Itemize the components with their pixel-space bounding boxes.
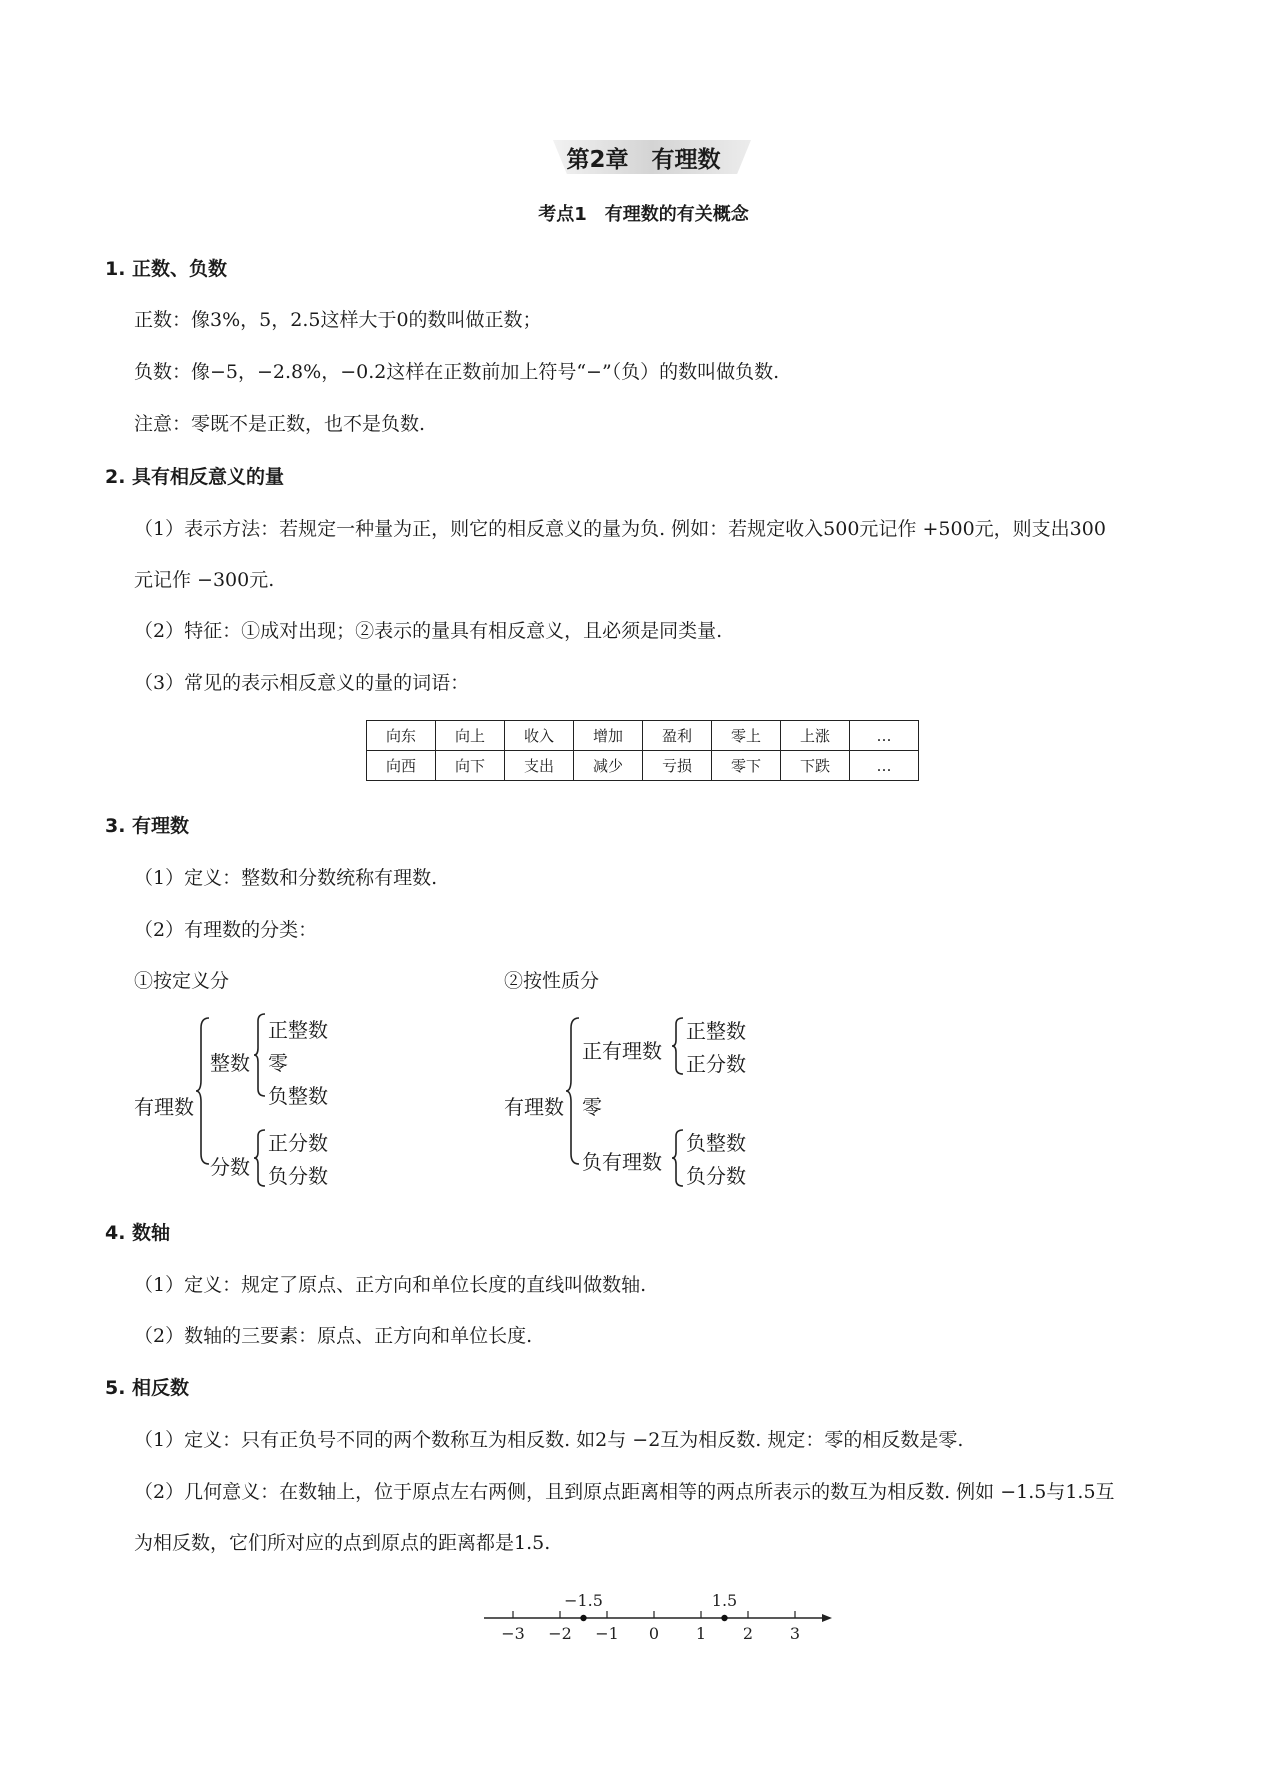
positive-definition: 正数：像3%，5，2.5这样大于0的数叫做正数； bbox=[134, 309, 542, 331]
table-row bbox=[367, 751, 919, 781]
table-cell: 向西 bbox=[367, 751, 436, 781]
classification-intro: （2）有理数的分类： bbox=[134, 919, 318, 941]
table-cell: 上涨 bbox=[781, 721, 850, 751]
geometric-meaning-line1: （2）几何意义：在数轴上，位于原点左右两侧，且到原点距离相等的两点所表示的数互为相反数. 例如 −1.5与1.5互 bbox=[134, 1481, 1115, 1503]
number-line-definition: （1）定义：规定了原点、正方向和单位长度的直线叫做数轴. bbox=[134, 1274, 647, 1296]
tree-leaf-negative-integer: 负整数 bbox=[686, 1131, 746, 1155]
representation-method-line2: 元记作 −300元. bbox=[134, 569, 275, 591]
heading-opposite-numbers: 5. 相反数 bbox=[105, 1377, 190, 1399]
tree-node-integer: 整数 bbox=[210, 1051, 250, 1075]
table-cell: 亏损 bbox=[643, 751, 712, 781]
number-line-point bbox=[721, 1615, 727, 1621]
brace-icon bbox=[672, 1016, 684, 1076]
table-row bbox=[367, 721, 919, 751]
tree-leaf-zero: 零 bbox=[268, 1051, 288, 1075]
tree-root: 有理数 bbox=[134, 1095, 194, 1119]
number-line-point-label: −1.5 bbox=[564, 1591, 603, 1610]
representation-method-line1: （1）表示方法：若规定一种量为正，则它的相反意义的量为负. 例如：若规定收入500元记作 +500元，则支出300 bbox=[134, 518, 1106, 540]
characteristics: （2）特征：①成对出现；②表示的量具有相反意义，且必须是同类量. bbox=[134, 620, 723, 642]
number-line-elements: （2）数轴的三要素：原点、正方向和单位长度. bbox=[134, 1325, 533, 1347]
table-cell: 向东 bbox=[367, 721, 436, 751]
tree-node-fraction: 分数 bbox=[210, 1155, 250, 1179]
opposite-definition: （1）定义：只有正负号不同的两个数称互为相反数. 如2与 −2互为相反数. 规定：零的相反数是零. bbox=[134, 1429, 964, 1451]
brace-icon bbox=[196, 1016, 210, 1166]
heading-positive-negative: 1. 正数、负数 bbox=[105, 258, 228, 280]
number-line-point-label: 1.5 bbox=[711, 1591, 738, 1610]
tree-node-negative-rational: 负有理数 bbox=[582, 1150, 662, 1174]
section-title: 考点1 有理数的有关概念 bbox=[538, 204, 749, 225]
brace-icon bbox=[672, 1128, 684, 1188]
table-cell: 向上 bbox=[436, 721, 505, 751]
number-line-tick-label: −3 bbox=[501, 1624, 525, 1643]
number-line-tick-label: 3 bbox=[789, 1624, 801, 1643]
classification-by-property-label: ②按性质分 bbox=[504, 970, 600, 992]
table-cell: 零下 bbox=[712, 751, 781, 781]
tree-leaf-negative-fraction: 负分数 bbox=[268, 1164, 328, 1188]
number-line-tick-label: −2 bbox=[548, 1624, 572, 1643]
table-cell: 增加 bbox=[574, 721, 643, 751]
rational-definition: （1）定义：整数和分数统称有理数. bbox=[134, 867, 438, 889]
tree-root: 有理数 bbox=[504, 1095, 564, 1119]
table-cell: 零上 bbox=[712, 721, 781, 751]
number-line-tick-label: 0 bbox=[648, 1624, 660, 1643]
table-cell: … bbox=[850, 721, 919, 751]
table-cell: 向下 bbox=[436, 751, 505, 781]
brace-icon bbox=[254, 1012, 266, 1098]
tree-leaf-zero: 零 bbox=[582, 1095, 602, 1119]
opposite-words-table bbox=[366, 720, 919, 781]
table-cell: 盈利 bbox=[643, 721, 712, 751]
number-line-tick-label: −1 bbox=[595, 1624, 619, 1643]
table-cell: 下跌 bbox=[781, 751, 850, 781]
brace-icon bbox=[254, 1128, 266, 1188]
heading-rational-numbers: 3. 有理数 bbox=[105, 815, 190, 837]
negative-definition: 负数：像−5，−2.8%，−0.2这样在正数前加上符号“−”（负）的数叫做负数. bbox=[134, 361, 780, 383]
number-line-tick-label: 2 bbox=[742, 1624, 754, 1643]
brace-icon bbox=[566, 1016, 580, 1166]
geometric-meaning-line2: 为相反数，它们所对应的点到原点的距离都是1.5. bbox=[134, 1532, 551, 1554]
number-line-point bbox=[580, 1615, 586, 1621]
tree-leaf-positive-fraction: 正分数 bbox=[268, 1131, 328, 1155]
tree-leaf-positive-fraction: 正分数 bbox=[686, 1052, 746, 1076]
table-cell: 支出 bbox=[505, 751, 574, 781]
tree-leaf-positive-integer: 正整数 bbox=[686, 1019, 746, 1043]
chapter-title: 第2章 有理数 bbox=[566, 147, 721, 173]
arrow-right-icon bbox=[822, 1614, 832, 1622]
heading-number-line: 4. 数轴 bbox=[105, 1222, 171, 1244]
number-line-figure bbox=[480, 1585, 840, 1665]
number-line-tick-label: 1 bbox=[695, 1624, 707, 1643]
heading-opposite-quantities: 2. 具有相反意义的量 bbox=[105, 466, 285, 488]
table-cell: 收入 bbox=[505, 721, 574, 751]
table-cell: … bbox=[850, 751, 919, 781]
table-cell: 减少 bbox=[574, 751, 643, 781]
tree-leaf-positive-integer: 正整数 bbox=[268, 1018, 328, 1042]
zero-note: 注意：零既不是正数，也不是负数. bbox=[134, 413, 426, 435]
tree-leaf-negative-integer: 负整数 bbox=[268, 1084, 328, 1108]
tree-leaf-negative-fraction: 负分数 bbox=[686, 1164, 746, 1188]
common-words-intro: （3）常见的表示相反意义的量的词语： bbox=[134, 672, 470, 694]
classification-by-definition-label: ①按定义分 bbox=[134, 970, 230, 992]
tree-node-positive-rational: 正有理数 bbox=[582, 1039, 662, 1063]
